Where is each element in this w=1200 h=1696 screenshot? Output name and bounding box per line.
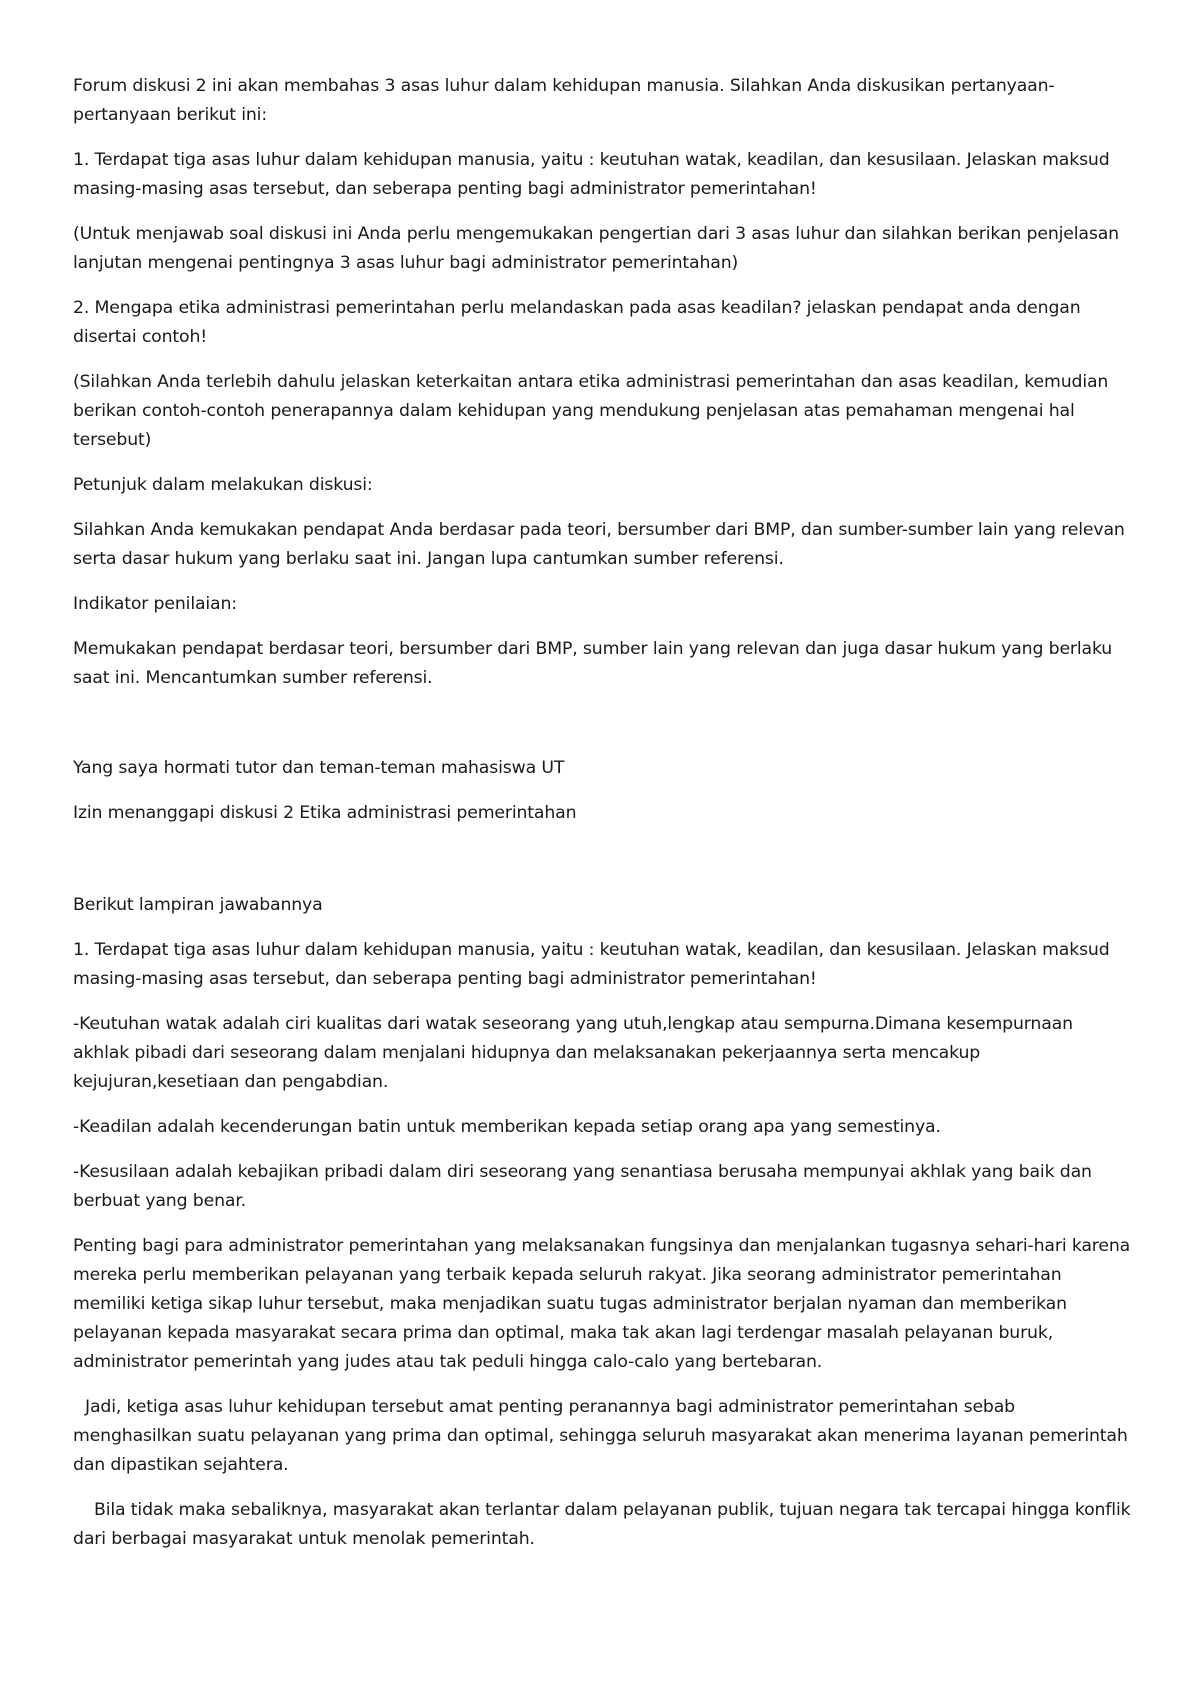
answer-importance: Penting bagi para administrator pemerintahan yang melaksanakan fungsinya dan menjalankan tugasnya sehari-hari karena mereka perlu memberikan pelayanan yang terbaik kepada seluruh rakyat. Jika seorang administrator pemerintahan memiliki ketiga sikap luhur tersebut, maka menjadikan suatu tugas administrator berjalan nyaman dan memberikan pelayanan kepada masyarakat secara prima dan optimal, maka tak akan lagi terdengar masalah pelayanan buruk, administrator pemerintah yang judes atau tak peduli hingga calo-calo yang bertebaran. [73,1236,1131,1372]
greeting-salutation: Yang saya hormati tutor dan teman-teman mahasiswa UT [73,758,565,778]
indicator-heading: Indikator penilaian: [73,594,237,614]
answer-keutuhan-watak: -Keutuhan watak adalah ciri kualitas dari watak seseorang yang utuh,lengkap atau sempurna.Dimana kesempurnaan akhlak pibadi dari seseorang dalam menjalani hidupnya dan melaksanakan pekerjaannya serta mencakup kejujuran,kesetiaan dan pengabdian. [73,1014,1073,1092]
indicator-text: Memukakan pendapat berdasar teori, bersumber dari BMP, sumber lain yang relevan dan juga dasar hukum yang berlaku saat ini. Mencantumkan sumber referensi. [73,639,1113,688]
question-1-hint: (Untuk menjawab soal diskusi ini Anda perlu mengemukakan pengertian dari 3 asas luhur dan silahkan berikan penjelasan lanjutan mengenai pentingnya 3 asas luhur bagi administrator pemerintahan) [73,224,1119,273]
question-1: 1. Terdapat tiga asas luhur dalam kehidupan manusia, yaitu : keutuhan watak, keadilan, dan kesusilaan. Jelaskan maksud masing-masing asas tersebut, dan seberapa penting bagi administrator pemerintahan! [73,150,1110,199]
greeting-permission: Izin menanggapi diskusi 2 Etika administrasi pemerintahan [73,803,577,823]
answer-kesusilaan: -Kesusilaan adalah kebajikan pribadi dalam diri seseorang yang senantiasa berusaha mempunyai akhlak yang baik dan berbuat yang benar. [73,1162,1092,1211]
answer-question-1: 1. Terdapat tiga asas luhur dalam kehidupan manusia, yaitu : keutuhan watak, keadilan, dan kesusilaan. Jelaskan maksud masing-masing asas tersebut, dan seberapa penting bagi administrator pemerintahan! [73,940,1110,989]
spacer [73,844,1133,891]
guide-text: Silahkan Anda kemukakan pendapat Anda berdasar pada teori, bersumber dari BMP, dan sumber-sumber lain yang relevan serta dasar hukum yang berlaku saat ini. Jangan lupa cantumkan sumber referensi. [73,520,1125,569]
question-2: 2. Mengapa etika administrasi pemerintahan perlu melandaskan pada asas keadilan? jelaskan pendapat anda dengan disertai contoh! [73,298,1081,347]
spacer [73,709,1133,754]
answer-conclusion: Jadi, ketiga asas luhur kehidupan tersebut amat penting peranannya bagi administrator pemerintahan sebab menghasilkan suatu pelayanan yang prima dan optimal, sehingga seluruh masyarakat akan menerima layanan pemerintah dan dipastikan sejahtera. [73,1397,1128,1475]
answer-keadilan: -Keadilan adalah kecenderungan batin untuk memberikan kepada setiap orang apa yang semestinya. [73,1117,941,1137]
question-2-hint: (Silahkan Anda terlebih dahulu jelaskan keterkaitan antara etika administrasi pemerintahan dan asas keadilan, kemudian berikan contoh-contoh penerapannya dalam kehidupan yang mendukung penjelasan atas pemahaman mengenai hal tersebut) [73,372,1109,450]
guide-heading: Petunjuk dalam melakukan diskusi: [73,475,373,495]
document-body [73,72,1133,1570]
answer-otherwise: Bila tidak maka sebaliknya, masyarakat akan terlantar dalam pelayanan publik, tujuan negara tak tercapai hingga konflik dari berbagai masyarakat untuk menolak pemerintah. [73,1500,1131,1549]
intro-paragraph: Forum diskusi 2 ini akan membahas 3 asas luhur dalam kehidupan manusia. Silahkan Anda diskusikan pertanyaan-pertanyaan berikut ini: [73,76,1055,125]
answer-heading: Berikut lampiran jawabannya [73,895,323,915]
